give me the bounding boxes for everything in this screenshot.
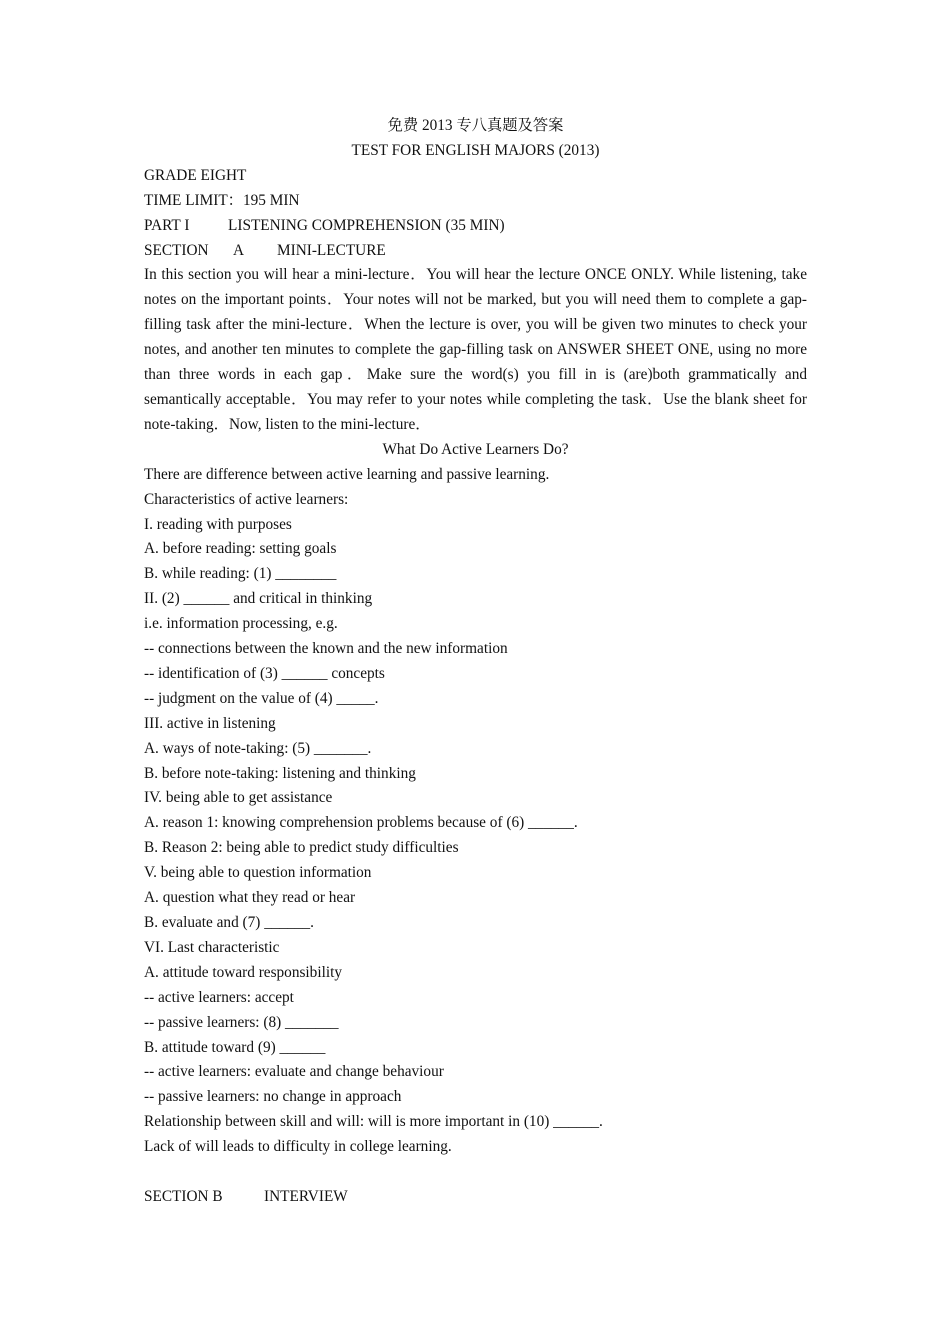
title-chinese: 免费 2013 专八真题及答案 bbox=[387, 117, 564, 134]
outline-line: -- connections between the known and the new information bbox=[144, 640, 508, 658]
outline-line: A. ways of note-taking: (5) _______. bbox=[144, 739, 372, 757]
section-a-letter: A bbox=[233, 241, 245, 259]
outline-line: B. while reading: (1) ________ bbox=[144, 565, 337, 583]
grade-line: GRADE EIGHT bbox=[144, 166, 247, 184]
outline-line: -- judgment on the value of (4) _____. bbox=[144, 689, 379, 707]
outline-line: B. before note-taking: listening and thinking bbox=[144, 764, 416, 782]
part-title: LISTENING COMPREHENSION (35 MIN) bbox=[228, 216, 505, 234]
outline-line: Characteristics of active learners: bbox=[144, 490, 349, 508]
lecture-outline bbox=[144, 463, 807, 1160]
outline-line: A. before reading: setting goals bbox=[144, 540, 337, 558]
outline-line: A. reason 1: knowing comprehension problems because of (6) ______. bbox=[144, 814, 578, 832]
outline-line: There are difference between active learning and passive learning. bbox=[144, 465, 550, 483]
outline-line: A. attitude toward responsibility bbox=[144, 963, 342, 981]
outline-line: A. question what they read or hear bbox=[144, 889, 356, 907]
section-b-label: SECTION B bbox=[144, 1187, 223, 1205]
instructions-paragraph: In this section you will hear a mini-lecture．You will hear the lecture ONCE ONLY. While listening, take notes on the important points．Your notes will not be marked, but you will need them to complete a gap-filling task after the mini-lecture．When the lecture is over, you will be given two minutes to check your notes, and another ten minutes to complete the gap-filling task on ANSWER SHEET ONE, using no more than three words in each gap．Make sure the word(s) you fill in is (are)both grammatically and semantically acceptable．You may refer to your notes while completing the task．Use the blank sheet for note-taking．Now, listen to the mini-lecture． bbox=[144, 266, 807, 433]
time-limit-line: TIME LIMIT：195 MIN bbox=[144, 191, 300, 209]
section-a-heading bbox=[144, 239, 807, 264]
outline-line: Relationship between skill and will: will is more important in (10) ______. bbox=[144, 1113, 603, 1131]
document-page bbox=[144, 114, 807, 1210]
section-b-heading bbox=[144, 1185, 807, 1210]
part-label: PART I bbox=[144, 216, 190, 234]
section-b-title: INTERVIEW bbox=[264, 1187, 348, 1205]
spacer bbox=[144, 1160, 807, 1185]
outline-line: B. attitude toward (9) ______ bbox=[144, 1038, 326, 1056]
outline-line: -- active learners: evaluate and change behaviour bbox=[144, 1063, 444, 1081]
outline-line: V. being able to question information bbox=[144, 864, 372, 882]
outline-line: II. (2) ______ and critical in thinking bbox=[144, 590, 373, 608]
outline-line: VI. Last characteristic bbox=[144, 938, 280, 956]
outline-line: I. reading with purposes bbox=[144, 515, 292, 533]
outline-line: Lack of will leads to difficulty in college learning. bbox=[144, 1138, 452, 1156]
outline-line: B. Reason 2: being able to predict study difficulties bbox=[144, 839, 459, 857]
outline-line: i.e. information processing, e.g. bbox=[144, 615, 338, 633]
outline-line: -- identification of (3) ______ concepts bbox=[144, 664, 385, 682]
part-heading bbox=[144, 214, 807, 239]
lecture-title: What Do Active Learners Do? bbox=[382, 440, 569, 458]
section-a-title: MINI-LECTURE bbox=[277, 241, 386, 259]
outline-line: B. evaluate and (7) ______. bbox=[144, 914, 314, 931]
outline-line: -- active learners: accept bbox=[144, 988, 294, 1006]
title-english: TEST FOR ENGLISH MAJORS (2013) bbox=[351, 141, 600, 159]
outline-line: III. active in listening bbox=[144, 714, 276, 732]
outline-line: -- passive learners: no change in approach bbox=[144, 1088, 402, 1106]
outline-line: -- passive learners: (8) _______ bbox=[144, 1013, 339, 1031]
section-a-label: SECTION bbox=[144, 241, 209, 259]
outline-line: IV. being able to get assistance bbox=[144, 789, 333, 807]
